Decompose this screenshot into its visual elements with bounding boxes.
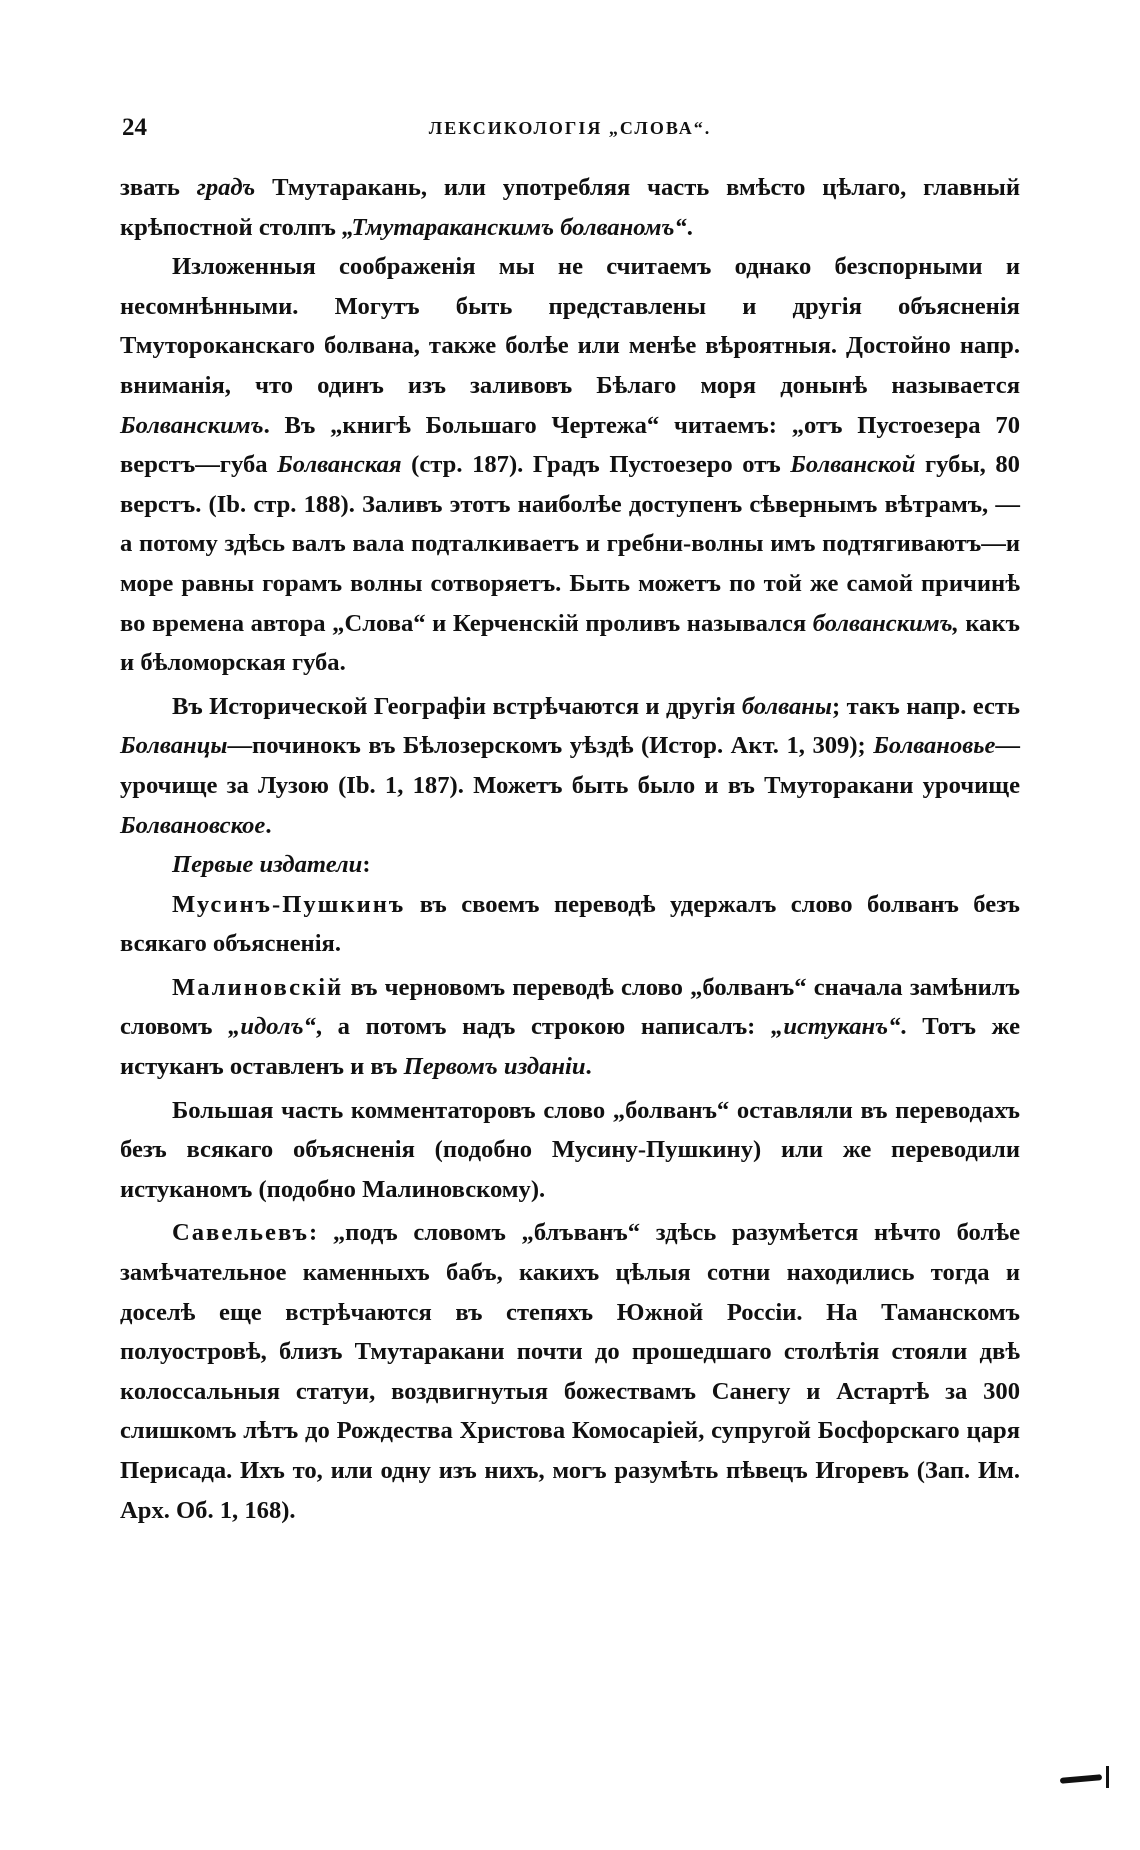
scan-mark-tick — [1106, 1766, 1109, 1788]
scan-mark — [1060, 1774, 1102, 1784]
paragraph-7: Большая часть комментаторовъ слово „болванъ“ оставляли въ переводахъ безъ всякаго объясненія (подобно Мусину-Пушкину) или же переводили истуканомъ (подобно Малиновскому). — [120, 1096, 1020, 1203]
paragraph-6: Малиновскій въ черновомъ переводѣ слово „болванъ“ сначала замѣнилъ словомъ „идолъ“, а потомъ надъ строкою написалъ: „истуканъ“. Тотъ же истуканъ оставленъ и въ Первомъ изданіи. — [120, 973, 1020, 1081]
body-text — [120, 168, 1020, 1530]
running-title: ЛЕКСИКОЛОГІЯ „СЛОВА“. — [428, 118, 712, 138]
page-header — [120, 114, 1020, 150]
paragraph-3: Въ Исторической Географіи встрѣчаются и другія болваны; такъ напр. есть Болванцы—починокъ въ Бѣлозерскомъ уѣздѣ (Истор. Акт. 1, 309); Болвановье—урочище за Лузою (Ib. 1, 187). Можетъ быть было и въ Тмуторакани урочище Болвановское. — [120, 692, 1020, 839]
paragraph-2: Изложенныя соображенія мы не считаемъ однако безспорными и несомнѣнными. Могутъ быть представлены и другія объясненія Тмутороканскаго болвана, также болѣе или менѣе вѣроятныя. Достойно напр. вниманія, что одинъ изъ заливовъ Бѣлаго моря донынѣ называется Болванскимъ. Въ „книгѣ Большаго Чертежа“ читаемъ: „отъ Пустоезера 70 верстъ—губа Болванская (стр. 187). Градъ Пустоезеро отъ Болванской губы, 80 верстъ. (Ib. стр. 188). Заливъ этотъ наиболѣе доступенъ сѣвернымъ вѣтрамъ, — а потому здѣсь валъ вала подталкиваетъ и гребни-волны имъ подтягиваютъ—и море равны горамъ волны сотворяетъ. Быть можетъ по той же самой причинѣ во времена автора „Слова“ и Керченскій проливъ назывался болванскимъ, какъ и бѣломорская губа. — [120, 253, 1020, 677]
paragraph-5: Мусинъ-Пушкинъ въ своемъ переводѣ удержалъ слово болванъ безъ всякаго объясненія. — [120, 890, 1020, 958]
paragraph-1: звать градъ Тмутаракань, или употребляя часть вмѣсто цѣлаго, главный крѣпостной столпъ „Тмутараканскимъ болваномъ“. — [120, 174, 1020, 241]
paragraph-8: Савельевъ: „подъ словомъ „блъванъ“ здѣсь разумѣется нѣчто болѣе замѣчательное каменныхъ бабъ, какихъ цѣлыя сотни находились тогда и доселѣ еще встрѣчаются въ степяхъ Южной Россіи. На Таманскомъ полуостровѣ, близъ Тмутаракани почти до прошедшаго столѣтія стояли двѣ колоссальныя статуи, воздвигнутыя божествамъ Санегу и Астартѣ за 300 слишкомъ лѣтъ до Рождества Христова Комосаріей, супругой Босфорскаго царя Перисада. Ихъ то, или одну изъ нихъ, могъ разумѣть пѣвецъ Игоревъ (Зап. Им. Арх. Об. 1, 168). — [120, 1219, 1020, 1524]
paragraph-4-heading: Первые издатели: — [172, 851, 371, 879]
page-number: 24 — [122, 114, 147, 141]
